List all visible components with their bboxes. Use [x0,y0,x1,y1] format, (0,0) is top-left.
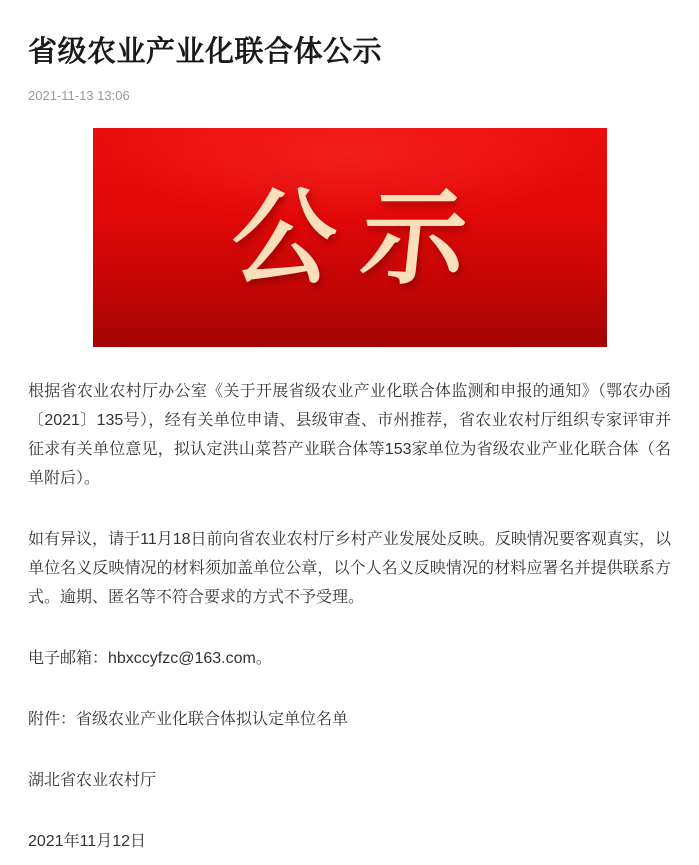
banner-gongshi-text: 公示 [226,175,500,299]
issuer-line: 湖北省农业农村厅 [28,772,157,789]
publish-timestamp: 2021-11-13 13:06 [28,88,130,103]
article-paragraph-objection: 如有异议，请于11月18日前向省农业农村厅乡村产业发展处反映。反映情况要客观真实，以单位名义反映情况的材料须加盖单位公章，以个人名义反映情况的材料应署名并提供联系方式。逾期、匿名等不符合要求的方式不予受理。 [28,531,671,606]
attachment-line: 附件：省级农业产业化联合体拟认定单位名单 [28,711,349,728]
announcement-banner-image [93,128,607,347]
page-title: 省级农业产业化联合体公示 [28,36,383,68]
article-paragraph-basis: 根据省农业农村厅办公室《关于开展省级农业产业化联合体监测和申报的通知》（鄂农办函〔2021〕135号），经有关单位申请、县级审查、市州推荐，省农业农村厅组织专家评审并征求有关单位意见，拟认定洪山菜苔产业联合体等153家单位为省级农业产业化联合体（名单附后）。 [28,383,671,487]
email-line: 电子邮箱：hbxccyfzc@163.com。 [28,650,272,667]
issue-date-line: 2021年11月12日 [28,833,147,850]
